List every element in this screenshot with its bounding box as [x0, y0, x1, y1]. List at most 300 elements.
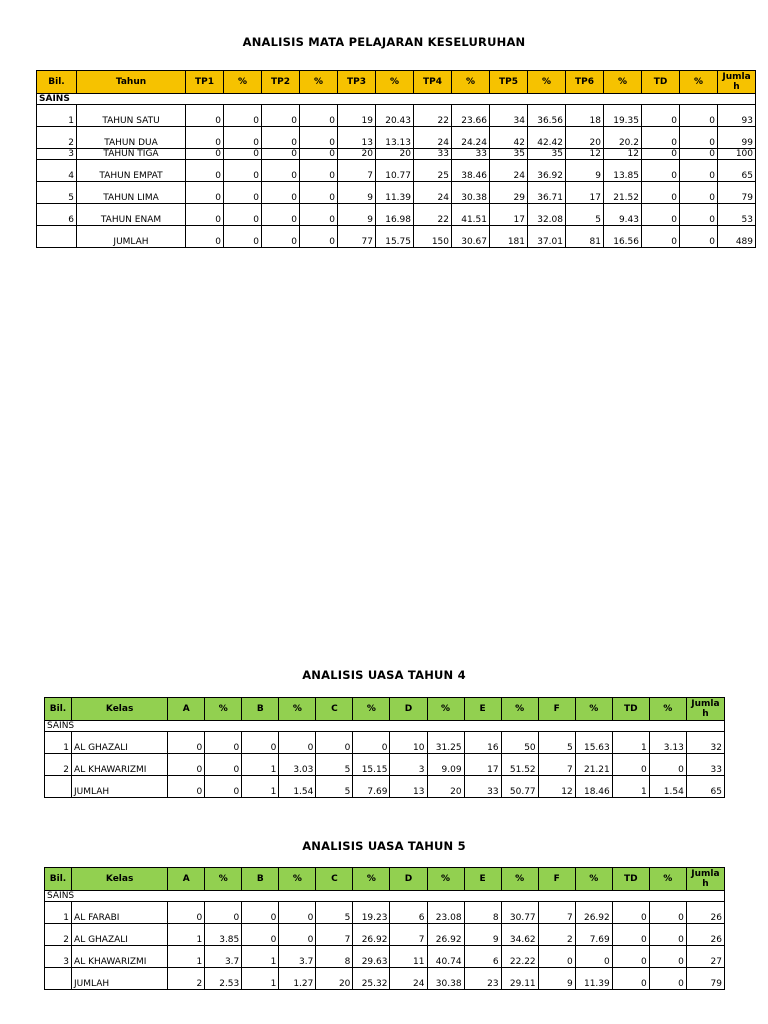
column-header: %	[649, 698, 686, 721]
column-header: TD	[612, 868, 649, 891]
table-cell: 7	[390, 924, 427, 946]
row-label: JUMLAH	[77, 226, 186, 248]
table-cell: 25.32	[353, 968, 390, 990]
column-header: %	[205, 868, 242, 891]
column-header: %	[353, 868, 390, 891]
table-cell: 21.52	[604, 182, 642, 204]
table-cell: 0	[612, 902, 649, 924]
row-number	[37, 226, 77, 248]
column-header: %	[528, 71, 566, 94]
table-row	[37, 105, 756, 127]
table-cell: 0	[186, 226, 224, 248]
table-cell: 26.92	[353, 924, 390, 946]
table-cell: 24.24	[452, 127, 490, 149]
table-cell: 5	[316, 902, 353, 924]
table-cell: 0	[262, 182, 300, 204]
column-header: Bil.	[37, 71, 77, 94]
table-cell: 0	[224, 149, 262, 160]
table-cell: 18.46	[575, 776, 612, 798]
table-cell: 0	[205, 776, 242, 798]
table-cell: 65	[718, 160, 756, 182]
column-header: %	[376, 71, 414, 94]
table-cell: 9	[538, 968, 575, 990]
column-header: %	[452, 71, 490, 94]
total-row	[45, 776, 725, 798]
table-cell: 17	[490, 204, 528, 226]
column-header: %	[427, 698, 464, 721]
table-cell: 17	[566, 182, 604, 204]
table-cell: 24	[490, 160, 528, 182]
table-cell: 0	[224, 160, 262, 182]
table-cell: 0	[242, 902, 279, 924]
table-cell: 8	[464, 902, 501, 924]
table-row	[45, 732, 725, 754]
table-cell: 0	[316, 732, 353, 754]
table-cell: 0	[300, 160, 338, 182]
table-cell: 0	[300, 182, 338, 204]
table-cell: 50	[501, 732, 538, 754]
table-cell: 7.69	[353, 776, 390, 798]
table-cell: 20	[316, 968, 353, 990]
tahun5-title: ANALISIS UASA TAHUN 5	[302, 839, 466, 853]
table-cell: 24	[414, 182, 452, 204]
header-row	[37, 71, 756, 94]
table-cell: 0	[612, 946, 649, 968]
table-cell: 1	[242, 776, 279, 798]
table-row	[45, 902, 725, 924]
table-cell: 32.08	[528, 204, 566, 226]
table-cell: 9	[338, 182, 376, 204]
table-cell: 0	[224, 226, 262, 248]
column-header: D	[390, 698, 427, 721]
table-cell: 42	[490, 127, 528, 149]
table-cell: 0	[575, 946, 612, 968]
table-cell: 0	[649, 968, 686, 990]
table-cell: 1	[612, 732, 649, 754]
table-cell: 9.09	[427, 754, 464, 776]
table-row	[37, 149, 756, 160]
table-cell: 0	[168, 902, 205, 924]
table-cell: 9	[566, 160, 604, 182]
table-cell: 181	[490, 226, 528, 248]
table-cell: 6	[464, 946, 501, 968]
table-cell: 0	[642, 127, 680, 149]
table-cell: 0	[680, 105, 718, 127]
table-cell: 36.56	[528, 105, 566, 127]
table-cell: 0	[224, 204, 262, 226]
table-cell: 1	[242, 968, 279, 990]
tahun4-title: ANALISIS UASA TAHUN 4	[302, 668, 466, 682]
column-header: C	[316, 868, 353, 891]
table-cell: 26	[686, 924, 724, 946]
table-cell: 19.35	[604, 105, 642, 127]
table-cell: 0	[612, 924, 649, 946]
row-number: 3	[37, 149, 77, 160]
column-header: TD	[612, 698, 649, 721]
column-header: F	[538, 868, 575, 891]
column-header: TP5	[490, 71, 528, 94]
section-row	[37, 94, 756, 105]
total-row	[37, 226, 756, 248]
table-cell: 8	[316, 946, 353, 968]
table-cell: 1.54	[279, 776, 316, 798]
table-cell: 0	[279, 924, 316, 946]
row-label: TAHUN SATU	[77, 105, 186, 127]
header-row	[45, 868, 725, 891]
table-cell: 19	[338, 105, 376, 127]
main-analysis-table	[36, 70, 756, 248]
table-cell: 51.52	[501, 754, 538, 776]
column-header: %	[501, 868, 538, 891]
column-header: Jumlah	[718, 71, 756, 94]
row-number: 1	[45, 732, 72, 754]
table-cell: 0	[642, 149, 680, 160]
table-cell: 34.62	[501, 924, 538, 946]
table-cell: 0	[205, 732, 242, 754]
table-cell: 0	[353, 732, 390, 754]
table-cell: 3.13	[649, 732, 686, 754]
table-cell: 30.38	[452, 182, 490, 204]
table-cell: 1.54	[649, 776, 686, 798]
table-cell: 0	[262, 160, 300, 182]
table-row	[37, 204, 756, 226]
table-cell: 41.51	[452, 204, 490, 226]
column-header: Tahun	[77, 71, 186, 94]
table-cell: 20	[338, 149, 376, 160]
table-cell: 99	[718, 127, 756, 149]
table-cell: 79	[686, 968, 724, 990]
section-label: SAINS	[37, 94, 756, 105]
column-header: Jumlah	[686, 698, 724, 721]
table-cell: 3.03	[279, 754, 316, 776]
table-cell: 23.66	[452, 105, 490, 127]
table-cell: 0	[262, 149, 300, 160]
table-cell: 33	[464, 776, 501, 798]
table-cell: 10.77	[376, 160, 414, 182]
table-cell: 93	[718, 105, 756, 127]
table-cell: 0	[300, 204, 338, 226]
row-label: AL KHAWARIZMI	[72, 946, 168, 968]
table-cell: 0	[680, 204, 718, 226]
column-header: TP1	[186, 71, 224, 94]
table-cell: 0	[680, 226, 718, 248]
row-number: 6	[37, 204, 77, 226]
table-cell: 100	[718, 149, 756, 160]
column-header: Kelas	[72, 698, 168, 721]
column-header: E	[464, 868, 501, 891]
column-header: %	[575, 868, 612, 891]
table-cell: 17	[464, 754, 501, 776]
row-label: AL GHAZALI	[72, 732, 168, 754]
table-cell: 16.98	[376, 204, 414, 226]
table-cell: 5	[316, 776, 353, 798]
table-cell: 0	[262, 226, 300, 248]
table-cell: 6	[390, 902, 427, 924]
table-cell: 0	[186, 182, 224, 204]
table-cell: 5	[316, 754, 353, 776]
table-cell: 20.43	[376, 105, 414, 127]
column-header: %	[205, 698, 242, 721]
table-cell: 20.2	[604, 127, 642, 149]
row-label: AL GHAZALI	[72, 924, 168, 946]
table-cell: 0	[300, 127, 338, 149]
table-cell: 7	[338, 160, 376, 182]
row-number: 2	[37, 127, 77, 149]
table-cell: 0	[168, 732, 205, 754]
column-header: %	[501, 698, 538, 721]
column-header: B	[242, 868, 279, 891]
table-cell: 0	[186, 105, 224, 127]
tahun5-table	[44, 867, 725, 990]
table-cell: 0	[168, 754, 205, 776]
table-row	[37, 127, 756, 149]
table-cell: 489	[718, 226, 756, 248]
table-cell: 40.74	[427, 946, 464, 968]
table-cell: 13.85	[604, 160, 642, 182]
table-cell: 0	[300, 226, 338, 248]
table-cell: 20	[376, 149, 414, 160]
table-cell: 0	[186, 127, 224, 149]
table-cell: 7	[538, 754, 575, 776]
column-header: TP6	[566, 71, 604, 94]
row-label: TAHUN DUA	[77, 127, 186, 149]
table-cell: 0	[649, 924, 686, 946]
column-header: %	[279, 698, 316, 721]
table-cell: 50.77	[501, 776, 538, 798]
table-cell: 33	[414, 149, 452, 160]
row-label: JUMLAH	[72, 776, 168, 798]
table-cell: 21.21	[575, 754, 612, 776]
column-header: %	[279, 868, 316, 891]
table-cell: 10	[390, 732, 427, 754]
row-number: 1	[45, 902, 72, 924]
table-cell: 35	[490, 149, 528, 160]
table-cell: 81	[566, 226, 604, 248]
table-row	[45, 924, 725, 946]
table-cell: 22	[414, 105, 452, 127]
table-cell: 13	[390, 776, 427, 798]
table-cell: 15.15	[353, 754, 390, 776]
table-cell: 0	[224, 182, 262, 204]
table-cell: 30.77	[501, 902, 538, 924]
table-cell: 0	[205, 902, 242, 924]
table-cell: 22.22	[501, 946, 538, 968]
table-cell: 38.46	[452, 160, 490, 182]
table-cell: 0	[205, 754, 242, 776]
column-header: Kelas	[72, 868, 168, 891]
table-cell: 0	[680, 182, 718, 204]
table-cell: 0	[649, 902, 686, 924]
column-header: Jumlah	[686, 868, 724, 891]
table-cell: 0	[642, 182, 680, 204]
table-row	[37, 160, 756, 182]
tahun4-table	[44, 697, 725, 798]
table-cell: 0	[186, 204, 224, 226]
row-label: TAHUN TIGA	[77, 149, 186, 160]
table-cell: 19.23	[353, 902, 390, 924]
table-cell: 2.53	[205, 968, 242, 990]
table-cell: 20	[566, 127, 604, 149]
section-row	[45, 721, 725, 732]
table-cell: 0	[279, 732, 316, 754]
table-cell: 29.11	[501, 968, 538, 990]
table-cell: 24	[390, 968, 427, 990]
row-label: TAHUN ENAM	[77, 204, 186, 226]
row-label: AL KHAWARIZMI	[72, 754, 168, 776]
table-cell: 0	[168, 776, 205, 798]
table-cell: 9	[464, 924, 501, 946]
table-cell: 13	[338, 127, 376, 149]
table-cell: 11.39	[376, 182, 414, 204]
table-cell: 0	[612, 754, 649, 776]
column-header: %	[224, 71, 262, 94]
table-cell: 0	[642, 226, 680, 248]
column-header: C	[316, 698, 353, 721]
table-cell: 29.63	[353, 946, 390, 968]
table-cell: 11	[390, 946, 427, 968]
table-cell: 37.01	[528, 226, 566, 248]
column-header: Bil.	[45, 868, 72, 891]
table-cell: 7	[316, 924, 353, 946]
column-header: %	[604, 71, 642, 94]
table-cell: 1	[612, 776, 649, 798]
table-cell: 0	[538, 946, 575, 968]
table-cell: 1	[168, 924, 205, 946]
table-cell: 0	[680, 127, 718, 149]
row-label: TAHUN LIMA	[77, 182, 186, 204]
table-cell: 7.69	[575, 924, 612, 946]
table-cell: 2	[538, 924, 575, 946]
column-header: %	[575, 698, 612, 721]
row-number: 3	[45, 946, 72, 968]
table-cell: 32	[686, 732, 724, 754]
table-cell: 1	[242, 754, 279, 776]
table-cell: 15.63	[575, 732, 612, 754]
main-title: ANALISIS MATA PELAJARAN KESELURUHAN	[242, 35, 526, 49]
column-header: A	[168, 868, 205, 891]
table-cell: 5	[566, 204, 604, 226]
table-cell: 36.71	[528, 182, 566, 204]
table-cell: 42.42	[528, 127, 566, 149]
table-cell: 0	[186, 160, 224, 182]
table-cell: 34	[490, 105, 528, 127]
total-row	[45, 968, 725, 990]
section-row	[45, 891, 725, 902]
table-cell: 3.7	[279, 946, 316, 968]
table-cell: 12	[604, 149, 642, 160]
table-cell: 29	[490, 182, 528, 204]
table-cell: 0	[649, 754, 686, 776]
row-number: 2	[45, 924, 72, 946]
column-header: D	[390, 868, 427, 891]
table-cell: 0	[262, 127, 300, 149]
row-number: 1	[37, 105, 77, 127]
table-cell: 30.38	[427, 968, 464, 990]
table-cell: 33	[686, 754, 724, 776]
table-row	[45, 946, 725, 968]
table-cell: 0	[300, 105, 338, 127]
table-cell: 20	[427, 776, 464, 798]
table-cell: 0	[680, 160, 718, 182]
table-cell: 3.85	[205, 924, 242, 946]
row-label: JUMLAH	[72, 968, 168, 990]
row-label: TAHUN EMPAT	[77, 160, 186, 182]
table-cell: 0	[224, 127, 262, 149]
column-header: F	[538, 698, 575, 721]
table-cell: 15.75	[376, 226, 414, 248]
table-cell: 79	[718, 182, 756, 204]
column-header: TP4	[414, 71, 452, 94]
row-number: 2	[45, 754, 72, 776]
table-cell: 13.13	[376, 127, 414, 149]
section-label: SAINS	[45, 721, 725, 732]
table-cell: 5	[538, 732, 575, 754]
column-header: %	[300, 71, 338, 94]
header-row	[45, 698, 725, 721]
table-cell: 0	[642, 105, 680, 127]
table-cell: 0	[186, 149, 224, 160]
table-cell: 0	[300, 149, 338, 160]
table-cell: 53	[718, 204, 756, 226]
table-cell: 30.67	[452, 226, 490, 248]
table-cell: 0	[642, 160, 680, 182]
table-cell: 12	[538, 776, 575, 798]
table-cell: 3.7	[205, 946, 242, 968]
section-label: SAINS	[45, 891, 725, 902]
row-number	[45, 968, 72, 990]
row-number: 5	[37, 182, 77, 204]
table-cell: 33	[452, 149, 490, 160]
table-cell: 16	[464, 732, 501, 754]
table-cell: 23.08	[427, 902, 464, 924]
table-cell: 9.43	[604, 204, 642, 226]
table-cell: 0	[642, 204, 680, 226]
table-cell: 0	[242, 732, 279, 754]
column-header: %	[649, 868, 686, 891]
table-cell: 77	[338, 226, 376, 248]
column-header: TP2	[262, 71, 300, 94]
table-cell: 7	[538, 902, 575, 924]
table-cell: 26.92	[575, 902, 612, 924]
row-label: AL FARABI	[72, 902, 168, 924]
table-cell: 1.27	[279, 968, 316, 990]
table-cell: 1	[168, 946, 205, 968]
table-cell: 0	[680, 149, 718, 160]
table-cell: 26.92	[427, 924, 464, 946]
table-cell: 1	[242, 946, 279, 968]
column-header: TD	[642, 71, 680, 94]
table-row	[45, 754, 725, 776]
table-cell: 0	[262, 204, 300, 226]
table-cell: 25	[414, 160, 452, 182]
table-cell: 24	[414, 127, 452, 149]
row-number	[45, 776, 72, 798]
table-cell: 31.25	[427, 732, 464, 754]
table-cell: 0	[224, 105, 262, 127]
table-cell: 2	[168, 968, 205, 990]
table-cell: 150	[414, 226, 452, 248]
table-cell: 0	[612, 968, 649, 990]
table-cell: 36.92	[528, 160, 566, 182]
column-header: TP3	[338, 71, 376, 94]
column-header: A	[168, 698, 205, 721]
table-cell: 9	[338, 204, 376, 226]
column-header: %	[353, 698, 390, 721]
column-header: %	[680, 71, 718, 94]
table-cell: 27	[686, 946, 724, 968]
table-row	[37, 182, 756, 204]
table-cell: 0	[649, 946, 686, 968]
